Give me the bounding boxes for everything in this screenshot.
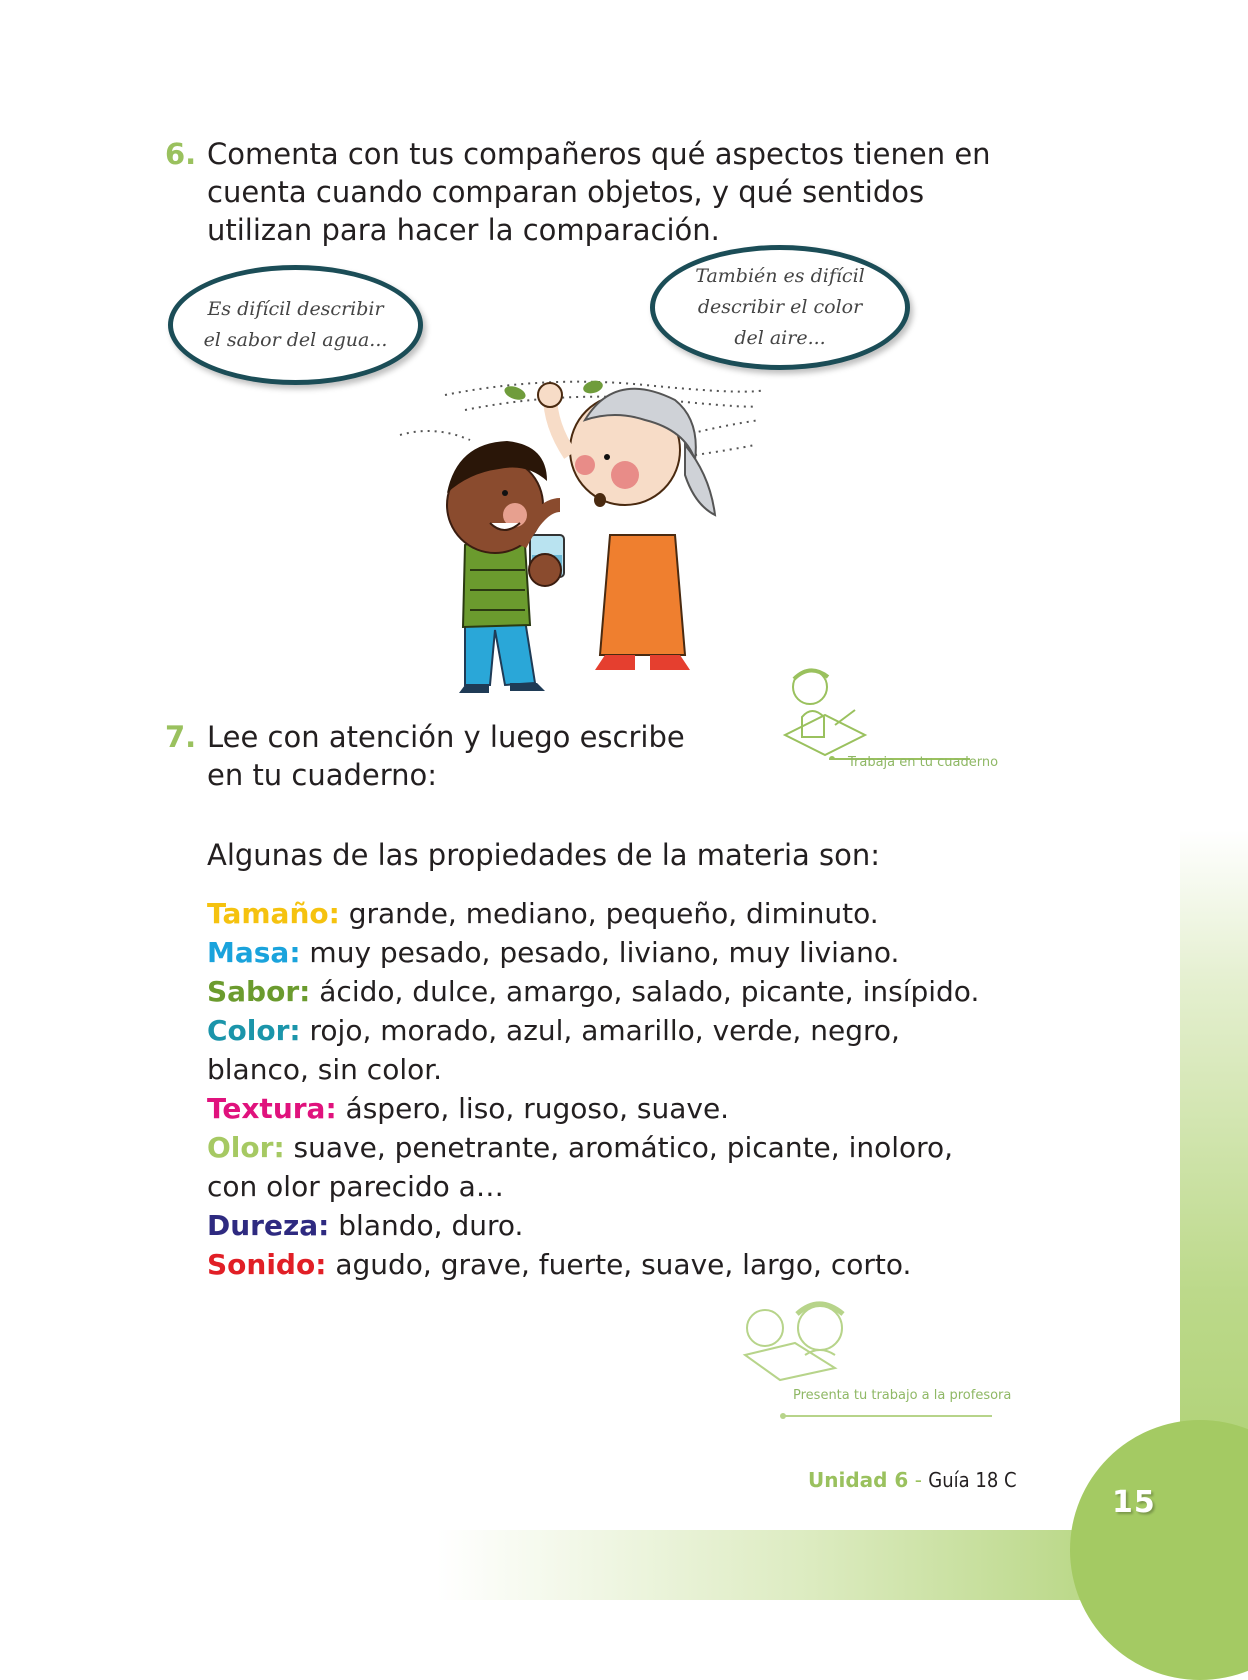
- speech-bubble-right: [650, 245, 910, 370]
- children-illustration: [395, 365, 775, 705]
- property-name: Tamaño:: [207, 897, 340, 930]
- property-name: Textura:: [207, 1092, 337, 1125]
- property-item: [207, 1089, 1007, 1128]
- property-name: Dureza:: [207, 1209, 330, 1242]
- properties-list: [207, 894, 1007, 1284]
- property-name: Olor:: [207, 1131, 285, 1164]
- property-item: [207, 972, 1007, 1011]
- properties-intro: Algunas de las propiedades de la materia son:: [207, 838, 881, 872]
- property-values: rojo, morado, azul, amarillo, verde, negro, blanco, sin color.: [207, 1014, 900, 1086]
- footer-guide: Guía 18 C: [928, 1468, 1017, 1492]
- speech-bubble-right-text: También es difícil describir el color del aire...: [695, 265, 865, 349]
- question-7: [165, 718, 725, 794]
- teacher-badge: [735, 1300, 1012, 1420]
- girl-figure: [538, 383, 715, 670]
- teacher-badge-label: Presenta tu trabajo a la profesora: [793, 1388, 1012, 1403]
- property-item: [207, 1206, 1007, 1245]
- question-6: [165, 135, 1015, 249]
- background-decoration-bottom: [0, 1530, 1248, 1600]
- property-item: [207, 1128, 1007, 1206]
- property-name: Color:: [207, 1014, 301, 1047]
- property-values: grande, mediano, pequeño, diminuto.: [339, 897, 879, 930]
- property-name: Masa:: [207, 936, 301, 969]
- property-item: [207, 1011, 1007, 1089]
- teacher-badge-underline: [777, 1412, 997, 1420]
- property-values: muy pesado, pesado, liviano, muy liviano.: [300, 936, 900, 969]
- question-6-text: Comenta con tus compañeros qué aspectos tienen en cuenta cuando comparan objetos, y qué sentidos utilizan para hacer la comparación.: [207, 137, 991, 247]
- property-values: ácido, dulce, amargo, salado, picante, insípido.: [310, 975, 980, 1008]
- page-number: 15: [1112, 1485, 1156, 1520]
- notebook-badge-label: Trabaja en tu cuaderno: [848, 755, 999, 770]
- speech-bubble-left-text: Es difícil describir el sabor del agua...: [203, 298, 388, 351]
- property-values: blando, duro.: [329, 1209, 524, 1242]
- question-7-text: Lee con atención y luego escribe en tu cuaderno:: [207, 720, 685, 792]
- child-writing-icon: [780, 665, 990, 760]
- property-item: [207, 933, 1007, 972]
- property-name: Sonido:: [207, 1248, 327, 1281]
- property-name: Sabor:: [207, 975, 311, 1008]
- property-values: suave, penetrante, aromático, picante, inoloro, con olor parecido a…: [207, 1131, 954, 1203]
- question-7-number: 7.: [165, 720, 197, 754]
- property-values: agudo, grave, fuerte, suave, largo, corto.: [326, 1248, 912, 1281]
- property-item: [207, 1245, 1007, 1284]
- footer-separator: -: [908, 1468, 929, 1492]
- footer-unit: Unidad 6: [808, 1468, 909, 1492]
- question-6-number: 6.: [165, 137, 197, 171]
- children-presenting-icon: [735, 1300, 1005, 1390]
- speech-bubble-left: [168, 265, 423, 385]
- page-number-tab: [1070, 1420, 1248, 1680]
- property-values: áspero, liso, rugoso, suave.: [336, 1092, 730, 1125]
- footer-unit-guide: [808, 1468, 1017, 1492]
- boy-figure: [447, 441, 564, 693]
- property-item: [207, 894, 1007, 933]
- notebook-badge: [780, 665, 999, 775]
